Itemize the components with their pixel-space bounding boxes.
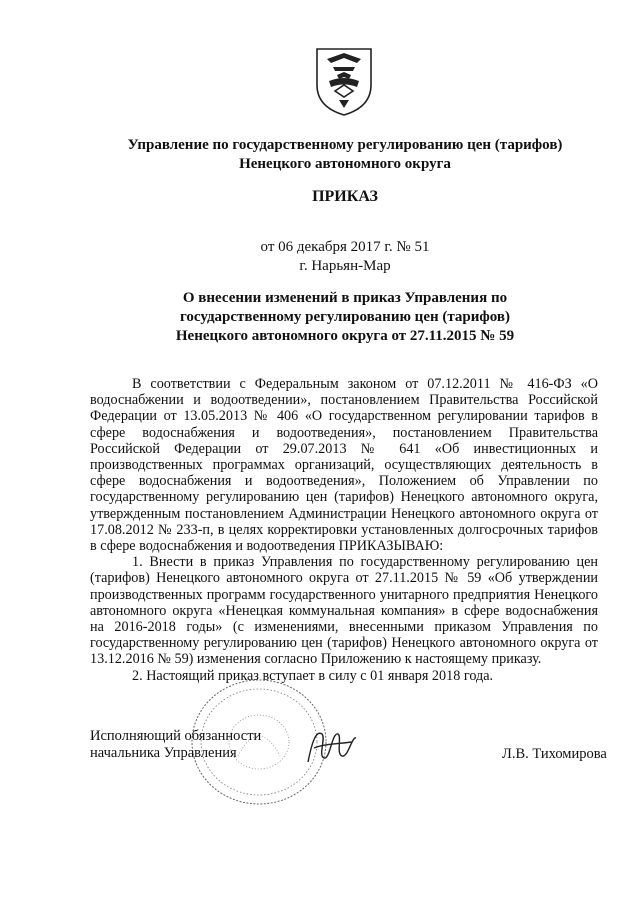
subject-line-3: Ненецкого автономного округа от 27.11.2015 № 59 <box>175 328 515 344</box>
organization-name <box>0 136 640 174</box>
date-and-place <box>0 238 640 276</box>
coat-of-arms-icon <box>313 45 375 117</box>
document-place: г. Нарьян-Мар <box>299 258 391 274</box>
position-line-1: Исполняющий обязанности <box>90 728 262 744</box>
document-body <box>90 376 598 684</box>
order-item-2: 2. Настоящий приказ вступает в силу с 01 января 2018 года. <box>132 667 494 684</box>
subject-line-1: О внесении изменений в приказ Управления по <box>182 290 508 306</box>
subject-line-2: государственному регулированию цен (тарифов) <box>179 309 511 325</box>
preamble-paragraph: В соответствии с Федеральным законом от 07.12.2011 № 416-ФЗ «О водоснабжении и водоотведении», постановлением Правительства Российской Федерации от 13.05.2013 № 406 «О государственном регулировании тарифов в сфере водоснабжения и водоотведения», постановлением Правительства Российской Федерации от 29.07.2013 № 641 «Об инвестиционных и производственных программах организаций, осуществляющих деятельность в сфере водоснабжения и водоотведения», Положением об Управлении по государственному регулированию цен (тарифов) Ненецкого автономного округа, утвержденным постановлением Администрации Ненецкого автономного округа от 17.08.2012 № 233-п, в целях корректировки установленных долгосрочных тарифов в сфере водоснабжения и водоотведения ПРИКАЗЫВАЮ: <box>90 376 598 555</box>
signatory-name: Л.В. Тихомирова <box>502 746 607 762</box>
signatory-position <box>90 728 261 762</box>
order-item-1: 1. Внести в приказ Управления по государственному регулированию цен (тарифов) Ненецкого автономного округа от 27.11.2015 № 59 «Об утверждении производственных программ государственного унитарного предприятия Ненецкого автономного округа «Ненецкая коммунальная компания» в сфере водоснабжения на 2016-2018 годы» (с изменениями, внесенными приказом Управления по государственному регулированию цен (тарифов) Ненецкого автономного округа от 13.12.2016 № 59) изменения согласно Приложению к настоящему приказу. <box>90 554 598 668</box>
document-date: от 06 декабря 2017 г. № 51 <box>260 239 430 255</box>
document-type: ПРИКАЗ <box>312 188 378 205</box>
org-line-1: Управление по государственному регулированию цен (тарифов) <box>127 137 563 153</box>
handwritten-signature <box>302 722 362 772</box>
position-line-2: начальника Управления <box>90 745 237 761</box>
org-line-2: Ненецкого автономного округа <box>239 156 451 172</box>
document-subject <box>0 289 640 346</box>
